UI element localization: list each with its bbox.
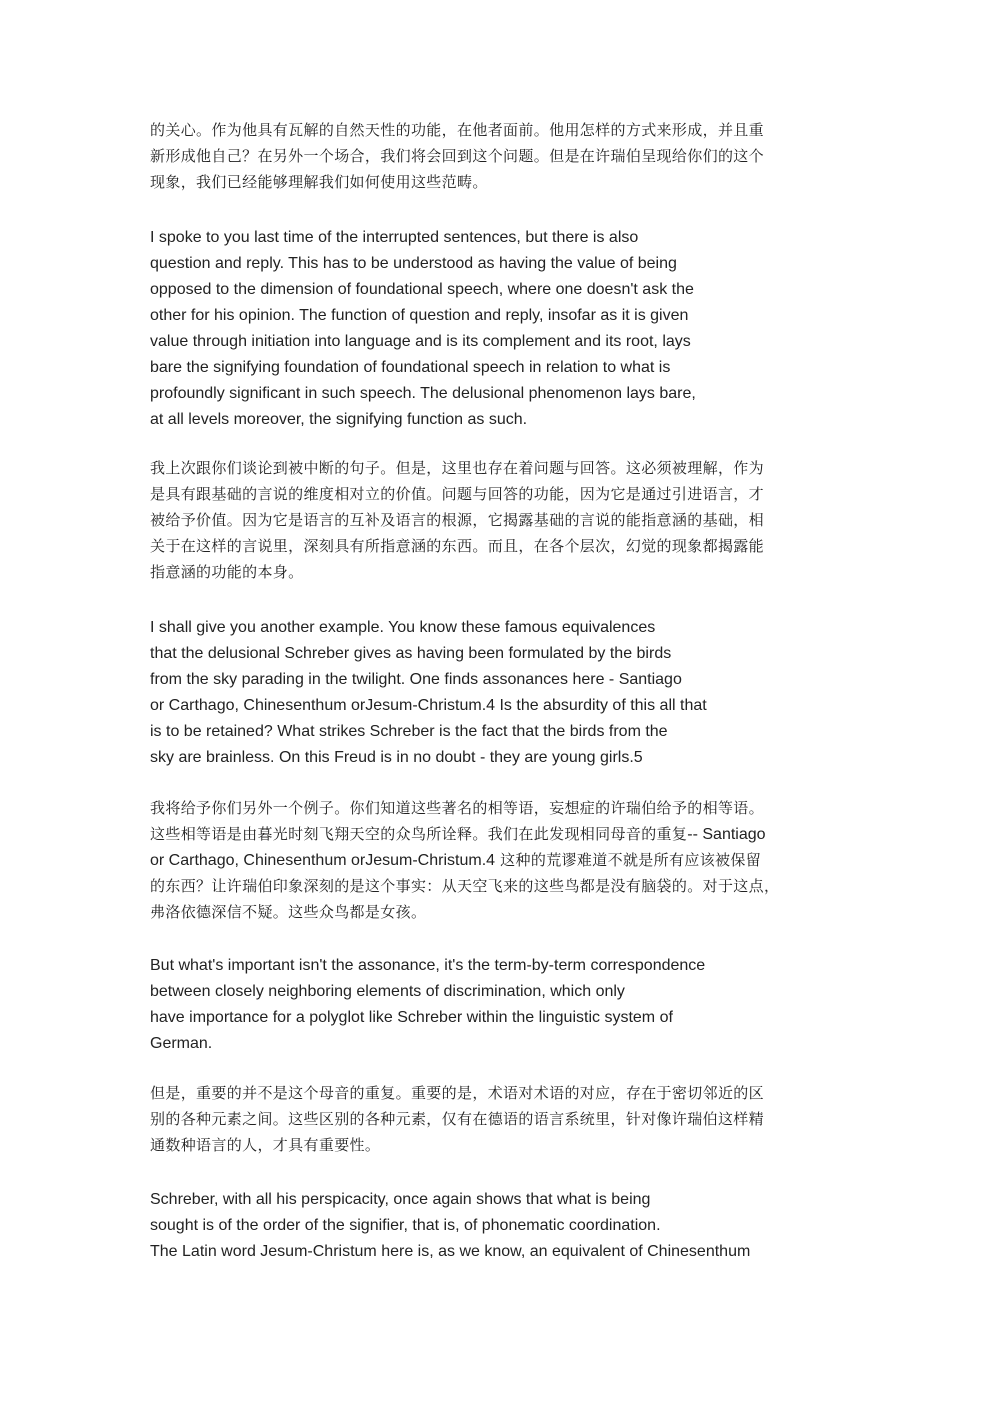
text-line: I spoke to you last time of the interrupted sentences, but there is also [150,229,639,246]
paragraph-zh-2 [150,455,850,585]
text-line: 关于在这样的言说里，深刻具有所指意涵的东西。而且，在各个层次，幻觉的现象都揭露能 [150,537,765,555]
text-line: Schreber, with all his perspicacity, once again shows that what is being [150,1191,651,1208]
text-line: The Latin word Jesum-Christum here is, as we know, an equivalent of Chinesenthum [150,1243,751,1260]
text-line: 是具有跟基础的言说的维度相对立的价值。问题与回答的功能，因为它是通过引进语言，才 [150,485,765,503]
text-line: sought is of the order of the signifier, that is, of phonematic coordination. [150,1217,661,1234]
text-line: 新形成他自己？在另外一个场合，我们将会回到这个问题。但是在许瑞伯呈现给你们的这个 [150,147,765,165]
text-line: question and reply. This has to be understood as having the value of being [150,255,677,272]
text-line: 被给予价值。因为它是语言的互补及语言的根源，它揭露基础的言说的能指意涵的基础，相 [150,511,765,529]
paragraph-en-4 [150,1187,850,1265]
text-line: 现象，我们已经能够理解我们如何使用这些范畴。 [150,173,488,191]
text-line: 通数种语言的人，才具有重要性。 [150,1136,381,1154]
text-line: at all levels moreover, the signifying function as such. [150,411,528,428]
text-line: other for his opinion. The function of question and reply, insofar as it is given [150,307,689,324]
text-line: 的关心。作为他具有瓦解的自然天性的功能，在他者面前。他用怎样的方式来形成，并且重 [150,121,765,139]
text-line: from the sky parading in the twilight. One finds assonances here - Santiago [150,671,682,688]
paragraph-zh-4 [150,1080,850,1158]
text-line: between closely neighboring elements of discrimination, which only [150,983,625,1000]
paragraph-zh-3 [150,795,850,925]
text-segment-en: or Carthago, Chinesenthum orJesum-Christum.4 [150,852,496,869]
text-line: But what's important isn't the assonance, it's the term-by-term correspondence [150,957,706,974]
text-line: German. [150,1035,213,1052]
text-segment-zh: 这些相等语是由暮光时刻飞翔天空的众鸟所诠释。我们在此发现相同母音的重复 [150,825,688,843]
text-line: is to be retained? What strikes Schreber is the fact that the birds from the [150,723,668,740]
text-line: have importance for a polyglot like Schreber within the linguistic system of [150,1009,673,1026]
text-line: 但是，重要的并不是这个母音的重复。重要的是，术语对术语的对应，存在于密切邻近的区 [150,1084,765,1102]
text-line: that the delusional Schreber gives as having been formulated by the birds [150,645,672,662]
text-line: I shall give you another example. You know these famous equivalences [150,619,656,636]
text-line: 我将给予你们另外一个例子。你们知道这些著名的相等语，妄想症的许瑞伯给予的相等语。 [150,799,765,817]
paragraph-en-3 [150,953,850,1057]
paragraph-zh-1 [150,117,850,195]
text-line-mixed [150,821,850,847]
text-line: 的东西？让许瑞伯印象深刻的是这个事实：从天空飞来的这些鸟都是没有脑袋的。对于这点， [150,877,780,895]
text-line-mixed [150,847,850,873]
text-line: sky are brainless. On this Freud is in no doubt - they are young girls.5 [150,749,643,766]
text-line: bare the signifying foundation of foundational speech in relation to what is [150,359,671,376]
paragraph-en-2 [150,615,850,771]
text-line: or Carthago, Chinesenthum orJesum-Christum.4 Is the absurdity of this all that [150,697,707,714]
text-line: profoundly significant in such speech. The delusional phenomenon lays bare, [150,385,696,402]
text-segment-zh: 这种的荒谬难道不就是所有应该被保留 [495,851,762,869]
text-line: 指意涵的功能的本身。 [150,563,304,581]
paragraph-en-1 [150,225,850,433]
text-line: value through initiation into language and is its complement and its root, lays [150,333,691,350]
text-line: 别的各种元素之间。这些区别的各种元素，仅有在德语的语言系统里，针对像许瑞伯这样精 [150,1110,765,1128]
text-line: 弗洛依德深信不疑。这些众鸟都是女孩。 [150,903,427,921]
text-line: 我上次跟你们谈论到被中断的句子。但是，这里也存在着问题与回答。这必须被理解，作为 [150,459,765,477]
text-segment-en: -- Santiago [687,826,766,843]
text-line: opposed to the dimension of foundational speech, where one doesn't ask the [150,281,694,298]
